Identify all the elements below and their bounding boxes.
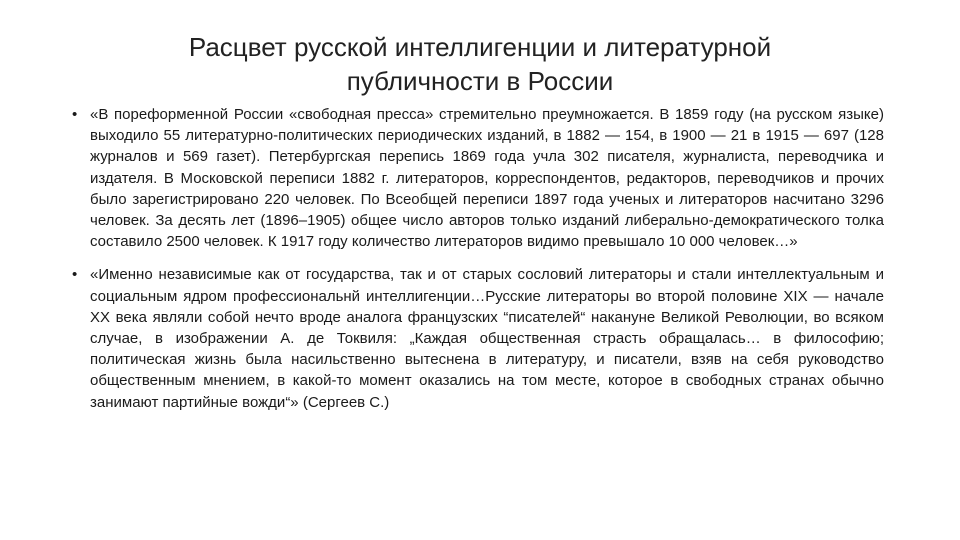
slide-content (72, 104, 884, 425)
bullet-item-2 (72, 264, 884, 412)
bullet-item-1 (72, 104, 884, 252)
bullet-icon: • (72, 266, 78, 284)
bullet-text: «В пореформенной России «свободная пресса» стремительно преумножается. В 1859 году (на русском языке) выходило 55 литературно-политических периодических изданий, в 1882 — 154, в 1900 — 21 в 1915 — 697 (128 журналов и 569 газет). Петербургская перепись 1869 года учла 302 писателя, журналиста, переводчика и издателя. В Московской переписи 1882 г. литераторов, корреспондентов, редакторов, переводчиков и прочих было зарегистрировано 220 человек. По Всеобщей переписи 1897 года ученых и литераторов насчитано 3296 человек. За десять лет (1896–1905) общее число авторов только изданий либерально-демократического толка составило 2500 человек. К 1917 году количество литераторов видимо превышало 10 000 человек…» (90, 106, 884, 251)
bullet-text: «Именно независимые как от государства, так и от старых сословий литераторы и стали интеллектуальным и социальным ядром профессиональнй интеллигенции…Русские литераторы во второй половине XIX — начале XX века являли собой нечто вроде аналога французских “писателей“ накануне Великой Революции, во всяком случае, в изображении А. де Токвиля: „Каждая общественная страсть обращалась… в философию; политическая жизнь была насильственно вытеснена в литературу, и писатели, взяв на себя руководство общественным мнением, в какой-то момент оказались на том месте, которое в свободных странах обычно занимают партийные вожди“» (Сергеев С.) (90, 266, 884, 411)
bullet-icon: • (72, 106, 78, 123)
slide-title: Расцвет русской интеллигенции и литературной публичности в России (188, 32, 772, 96)
